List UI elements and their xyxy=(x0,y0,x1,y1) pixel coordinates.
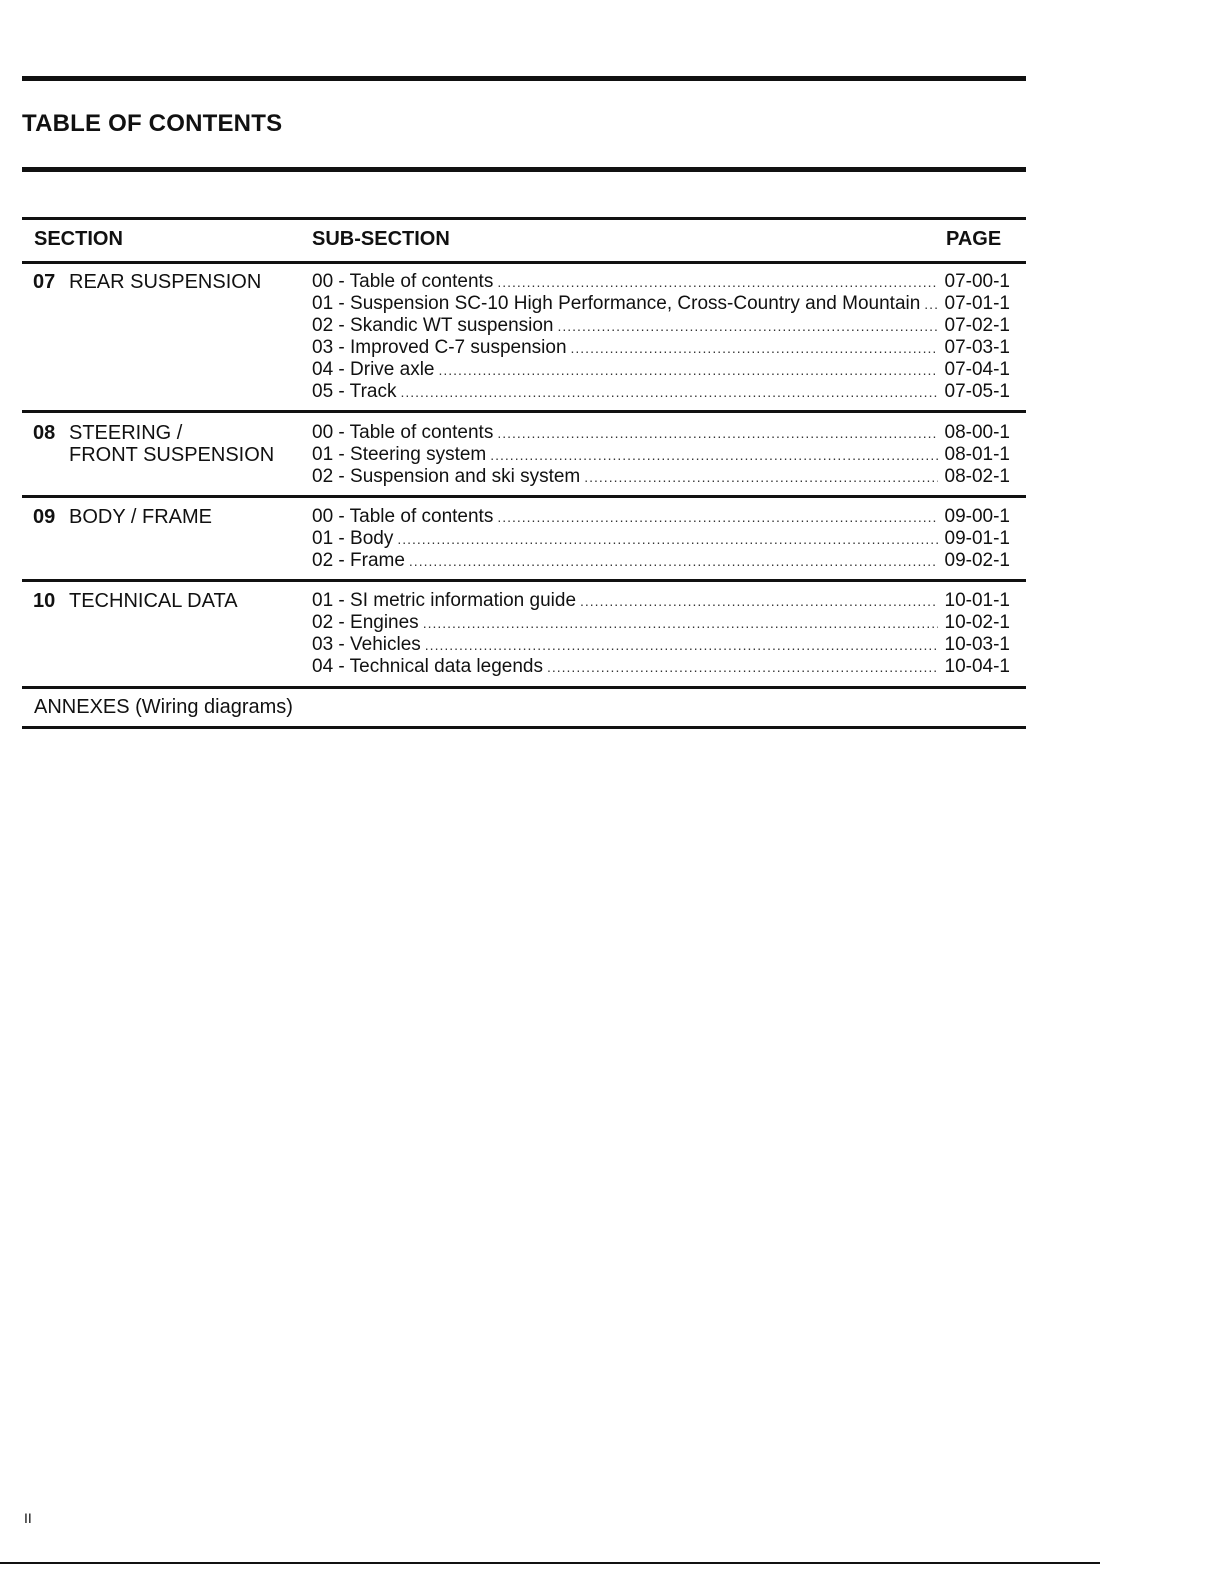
section-divider xyxy=(22,686,1026,689)
footer-page-number: II xyxy=(24,1510,32,1526)
top-rule xyxy=(22,76,1026,81)
section-number: 07 xyxy=(33,271,56,293)
annexes-entry[interactable]: ANNEXES (Wiring diagrams) xyxy=(34,696,293,718)
toc-entry[interactable]: 05 - Track ..... 07-05-1 xyxy=(312,381,1010,403)
page-title: TABLE OF CONTENTS xyxy=(22,110,283,137)
section-label xyxy=(33,271,261,293)
toc-entry[interactable]: 02 - Engines ..... 10-02-1 xyxy=(312,612,1010,634)
section-name: TECHNICAL DATA xyxy=(69,590,238,612)
section-divider xyxy=(22,410,1026,413)
page-bottom-rule xyxy=(0,1562,1100,1564)
title-rule xyxy=(22,167,1026,172)
section-name: REAR SUSPENSION xyxy=(69,271,262,293)
toc-entry[interactable]: 02 - Skandic WT suspension ..... 07-02-1 xyxy=(312,315,1010,337)
leader-dots xyxy=(409,550,938,572)
section-label xyxy=(33,590,238,612)
table-bottom-rule xyxy=(22,726,1026,729)
leader-dots xyxy=(497,271,938,293)
toc-entry[interactable]: 03 - Improved C-7 suspension ..... 07-03-1 xyxy=(312,337,1010,359)
subsection-list xyxy=(312,590,1010,678)
leader-dots xyxy=(924,293,938,315)
leader-dots xyxy=(571,337,938,359)
section-label xyxy=(33,422,274,466)
section-name: STEERING / FRONT SUSPENSION xyxy=(69,422,275,466)
leader-dots xyxy=(558,315,939,337)
toc-entry[interactable]: 01 - Body ..... 09-01-1 xyxy=(312,528,1010,550)
toc-entry[interactable]: 02 - Suspension and ski system ..... 08-02-1 xyxy=(312,466,1010,488)
section-divider xyxy=(22,579,1026,582)
toc-entry[interactable]: 04 - Technical data legends ..... 10-04-1 xyxy=(312,656,1010,678)
toc-entry[interactable]: 00 - Table of contents ..... 08-00-1 xyxy=(312,422,1010,444)
leader-dots xyxy=(425,634,938,656)
leader-dots xyxy=(397,528,938,550)
toc-entry[interactable]: 01 - Suspension SC-10 High Performance, Cross-Country and Mountain ..... 07-01-1 xyxy=(312,293,1010,315)
leader-dots xyxy=(439,359,939,381)
toc-entry[interactable]: 03 - Vehicles ..... 10-03-1 xyxy=(312,634,1010,656)
section-number: 10 xyxy=(33,590,56,612)
toc-entry[interactable]: 01 - SI metric information guide ..... 10-01-1 xyxy=(312,590,1010,612)
subsection-list xyxy=(312,422,1010,488)
leader-dots xyxy=(497,422,938,444)
section-number: 09 xyxy=(33,506,56,528)
leader-dots xyxy=(423,612,938,634)
leader-dots xyxy=(580,590,938,612)
leader-dots xyxy=(490,444,938,466)
section-name: BODY / FRAME xyxy=(69,506,212,528)
subsection-list xyxy=(312,506,1010,572)
toc-entry[interactable]: 04 - Drive axle ..... 07-04-1 xyxy=(312,359,1010,381)
leader-dots xyxy=(584,466,938,488)
header-top-rule xyxy=(22,217,1026,220)
header-page: PAGE xyxy=(946,228,1002,250)
header-bottom-rule xyxy=(22,261,1026,264)
section-number: 08 xyxy=(33,422,56,444)
section-divider xyxy=(22,495,1026,498)
toc-entry[interactable]: 00 - Table of contents ..... 09-00-1 xyxy=(312,506,1010,528)
leader-dots xyxy=(497,506,938,528)
leader-dots xyxy=(400,381,938,403)
subsection-list xyxy=(312,271,1010,403)
toc-entry[interactable]: 01 - Steering system ..... 08-01-1 xyxy=(312,444,1010,466)
toc-entry[interactable]: 00 - Table of contents ..... 07-00-1 xyxy=(312,271,1010,293)
header-subsection: SUB-SECTION xyxy=(312,228,450,250)
header-section: SECTION xyxy=(34,228,123,250)
section-label xyxy=(33,506,212,528)
leader-dots xyxy=(547,656,938,678)
toc-entry[interactable]: 02 - Frame ..... 09-02-1 xyxy=(312,550,1010,572)
